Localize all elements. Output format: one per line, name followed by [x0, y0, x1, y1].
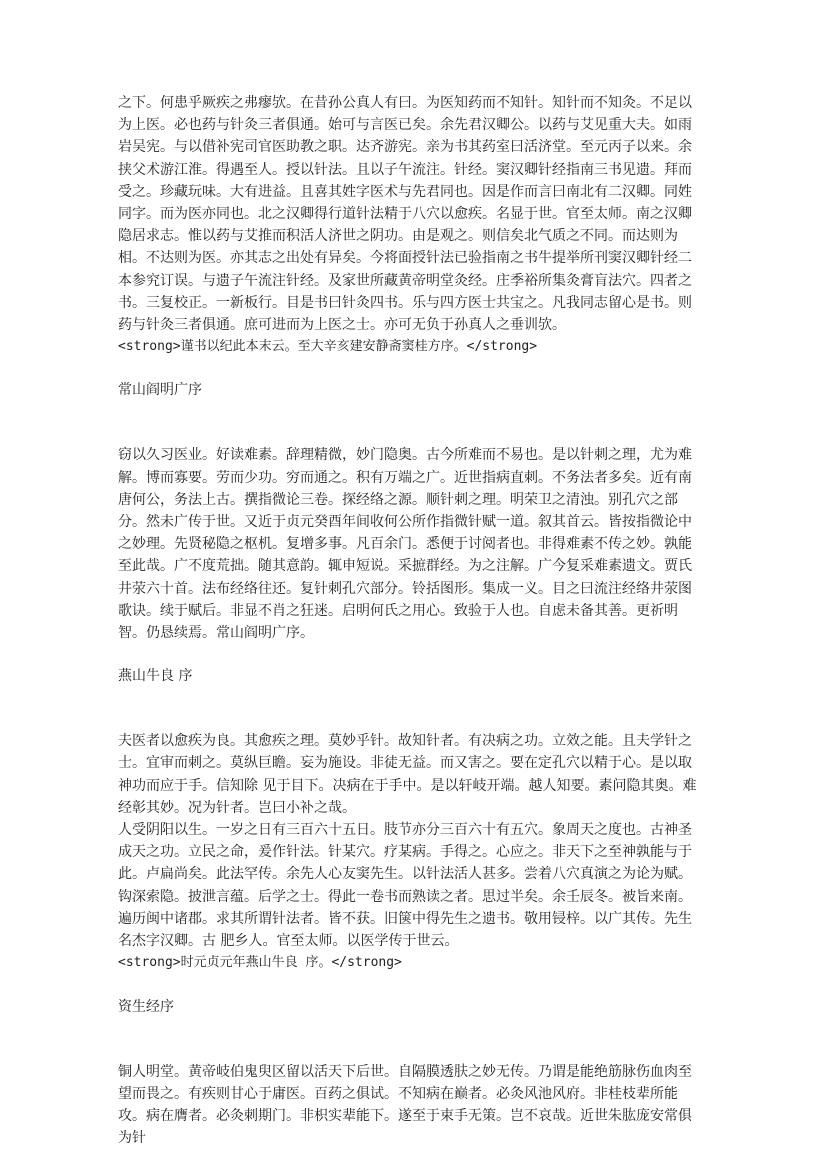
preface-paragraph: 之下。何患乎厥疾之弗瘳欤。在昔孙公真人有曰。为医知药而不知针。知针而不知灸。不足以为上医。必也药与针灸三者俱通。始可与言医已矣。余先君汉卿公。以药与艾见重大夫。如雨岩吴宪。与以借补宪司官医助教之职。达齐游宪。亲为书其药室曰活济堂。至元丙子以来。余挟父术游江淮。得遇至人。授以针法。且以子午流注。针经。窦汉卿针经指南三书见遗。拜而受之。珍藏玩味。大有进益。且喜其姓字医术与先君同也。因是作而言曰南北有二汉卿。同姓同字。而为医亦同也。北之汉卿得行道针法精于八穴以愈疾。名显于世。官至太师。南之汉卿隐居求志。惟以药与艾推而积活人济世之阴功。由是观之。则信矣北气质之不同。而达则为相。不达则为医。亦其志之出处有异矣。今将面授针法已验指南之书牛提举所刊窦汉卿针经二本参究订误。与遗子午流注针经。及家世所藏黄帝明堂灸经。庄季裕所集灸膏肓法穴。四者之书。三复校正。一新板行。目是书曰针灸四书。乐与四方医士共宝之。凡我同志留心是书。则药与针灸三者俱通。庶可进而为上医之士。亦可无负于孙真人之垂训欤。 — [118, 92, 700, 336]
yan-mingguang-paragraph: 窃以久习医业。好读难素。辞理精微，妙门隐奥。古今所难而不易也。是以针刺之理，尤为难解。博而寡要。劳而少功。穷而通之。积有万端之广。近世指病直刺。不务法者多矣。近有南唐何公，务法上古。撰指微论三卷。探经络之源。顺针刺之理。明荣卫之清浊。别孔穴之部分。然未广传于世。又近于贞元癸酉年间收何公所作指微针赋一道。叙其首云。皆按指微论中之妙理。先贤秘隐之枢机。复增多事。凡百余门。悉便于讨阅者也。非得难素不传之妙。孰能至此哉。广不度荒拙。随其意韵。辄申短说。采摭群经。为之注解。广今复采难素遗文。贾氏井荥六十首。法布经络往还。复针刺孔穴部分。铃括图形。集成一义。目之曰流注经络井荥图歌诀。续于赋后。非显不肖之狂迷。启明何氏之用心。致验于人也。自虑未备其善。更祈明智。仍恳续焉。常山阎明广序。 — [118, 444, 700, 644]
preface-signature-line: <strong>谨书以纪此本末云。至大辛亥建安静斋窦桂方序。</strong> — [118, 336, 700, 358]
section-heading-niu-liang: 燕山牛良 序 — [118, 665, 700, 687]
section-heading-zisheng-jing: 资生经序 — [118, 996, 700, 1018]
niu-liang-paragraph-1: 夫医者以愈疾为良。其愈疾之理。莫妙乎针。故知针者。有决病之功。立效之能。且夫学针之士。宜审而刺之。莫纵巨瞻。妄为施设。非徒无益。而又害之。要在定孔穴以精于心。是以取神功而应于手。信知除 见于目下。决病在于手中。是以轩岐开端。越人知要。素问隐其奥。难经彰其妙。况为针者。岂曰小补之哉。 — [118, 730, 700, 819]
zisheng-jing-paragraph: 铜人明堂。黄帝岐伯鬼臾区留以活天下后世。自隔膜透肤之妙无传。乃谓是能绝筋脉伤血肉至望而畏之。有疾则甘心于庸医。百药之俱试。不知病在巅者。必灸风池风府。非桂枝辈所能攻。病在膺者。必灸刺期门。非枳实辈能下。遂至于束手无策。岂不哀哉。近世朱肱庞安常俱为针 — [118, 1061, 700, 1149]
document-page — [118, 92, 700, 1149]
section-heading-yan-mingguang: 常山阎明广序 — [118, 379, 700, 401]
niu-liang-signature-line: <strong>时元贞元年燕山牛良 序。</strong> — [118, 952, 700, 974]
niu-liang-paragraph-2: 人受阴阳以生。一岁之日有三百六十五日。肢节亦分三百六十有五穴。象周天之度也。古神圣成天之功。立民之命，爰作针法。针某穴。疗某病。手得之。心应之。非天下之至神孰能与于此。卢扁尚矣。此法罕传。余先人心友窦先生。以针法活人甚多。尝着八穴真演之为论为赋。钩深索隐。披泄言蕴。后学之士。得此一卷书而熟读之者。思过半矣。余壬辰冬。被旨来南。遍历闽中诸郡。求其所谓针法者。皆不获。旧箧中得先生之遗书。敬用锓梓。以广其传。先生名杰字汉卿。古 肥乡人。官至太师。以医学传于世云。 — [118, 819, 700, 952]
